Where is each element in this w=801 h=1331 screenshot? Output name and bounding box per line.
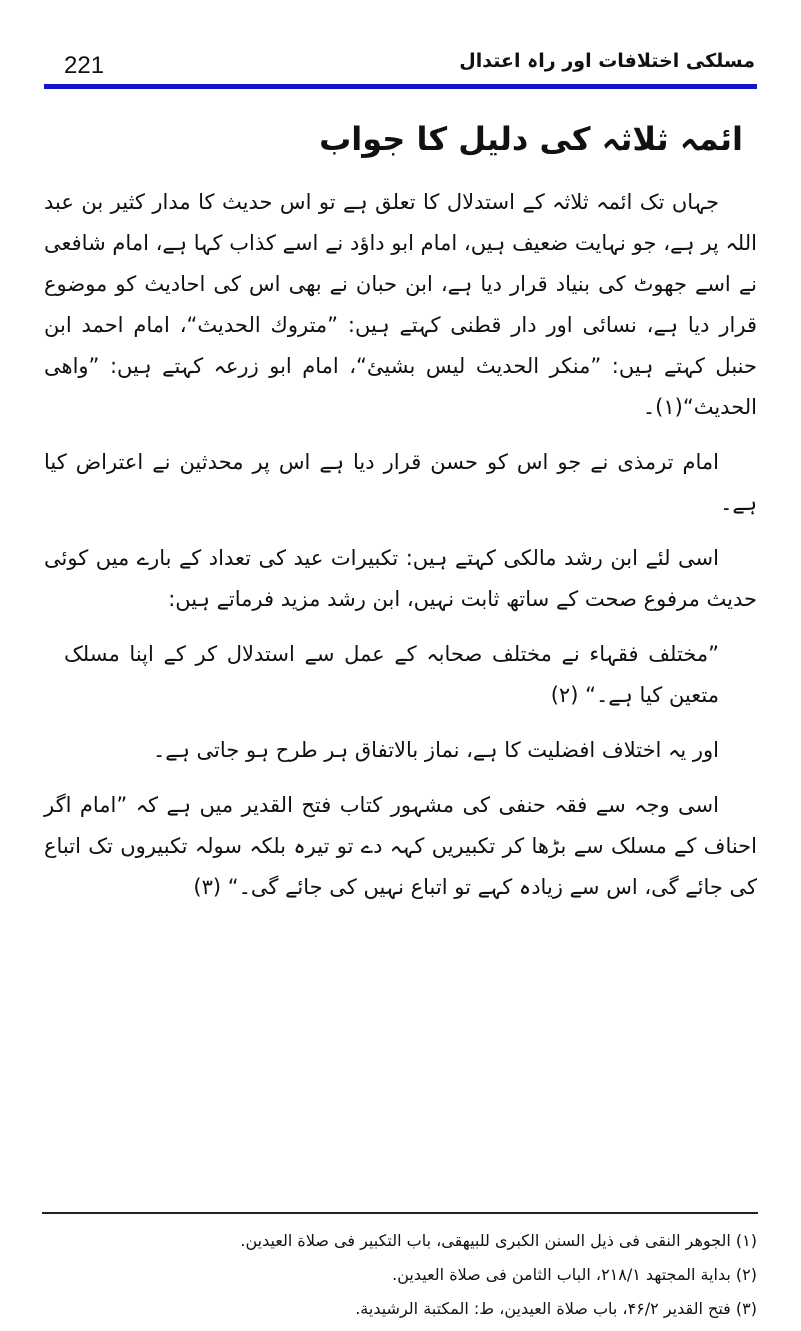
- body-text: [44, 182, 757, 922]
- paragraph-afdaliyat: اور یہ اختلاف افضلیت کا ہے، نماز بالاتفاق ہر طرح ہو جاتی ہے۔: [152, 738, 719, 762]
- header-rule: [44, 84, 757, 89]
- paragraph-isnad-critique: جہاں تک ائمہ ثلاثہ کے استدلال کا تعلق ہے تو اس حدیث کا مدار کثیر بن عبد اللہ پر ہے، جو نہایت ضعیف ہیں، امام ابو داؤد نے اسے کذاب کہا ہے، امام شافعی نے اسے جھوٹ کی بنیاد قرار دیا ہے، ابن حبان نے بھی اس کی احادیث کو موضوع قرار دیا ہے، نسائی اور دار قطنی کہتے ہیں: ”متروك الحديث“، امام احمد ابن حنبل کہتے ہیں: ”منكر الحديث ليس بشيئ“، امام ابو زرعہ کہتے ہیں: ”واهی الحديث“(۱)۔: [44, 190, 757, 419]
- section-heading: ائمہ ثلاثہ کی دلیل کا جواب: [319, 120, 743, 158]
- block-quote: ”مختلف فقہاء نے مختلف صحابہ کے عمل سے استدلال کر کے اپنا مسلک متعین کیا ہے۔“ (۲): [64, 642, 719, 707]
- footnote-2: (۲) بداية المجتهد ۲۱۸/۱، الباب الثامن فى صلاة العيدين.: [392, 1265, 757, 1284]
- footnotes: [44, 1224, 757, 1326]
- running-title: مسلکی اختلافات اور راہ اعتدال: [459, 50, 755, 72]
- page-number: 221: [64, 52, 105, 79]
- footnote-rule: [42, 1212, 758, 1214]
- footnote-3: (۳) فتح القدير ۴۶/۲، باب صلاة العيدين، ط: المكتبة الرشيدية.: [355, 1299, 757, 1318]
- footnote-1: (۱) الجوهر النقى فى ذيل السنن الكبرى للبيهقى، باب التكبير فى صلاة العيدين.: [240, 1231, 757, 1250]
- paragraph-fath-al-qadir: اسی وجہ سے فقہ حنفی کی مشہور کتاب فتح القدیر میں ہے کہ ”امام اگر احناف کے مسلک سے بڑھا کر تکبیریں کہہ دے تو تیرہ بلکہ سولہ تکبیروں تک اتباع کی جائے گی، اس سے زیادہ کہے تو اتباع نہیں کی جائے گی۔“ (۳): [44, 793, 757, 899]
- paragraph-ibn-rushd: اسی لئے ابن رشد مالکی کہتے ہیں: تکبیرات عید کی تعداد کے بارے میں کوئی حدیث مرفوع صحت کے ساتھ ثابت نہیں، ابن رشد مزید فرماتے ہیں:: [44, 546, 757, 611]
- paragraph-tirmidhi: امام ترمذی نے جو اس کو حسن قرار دیا ہے اس پر محدثین نے اعتراض کیا ہے۔: [44, 450, 757, 515]
